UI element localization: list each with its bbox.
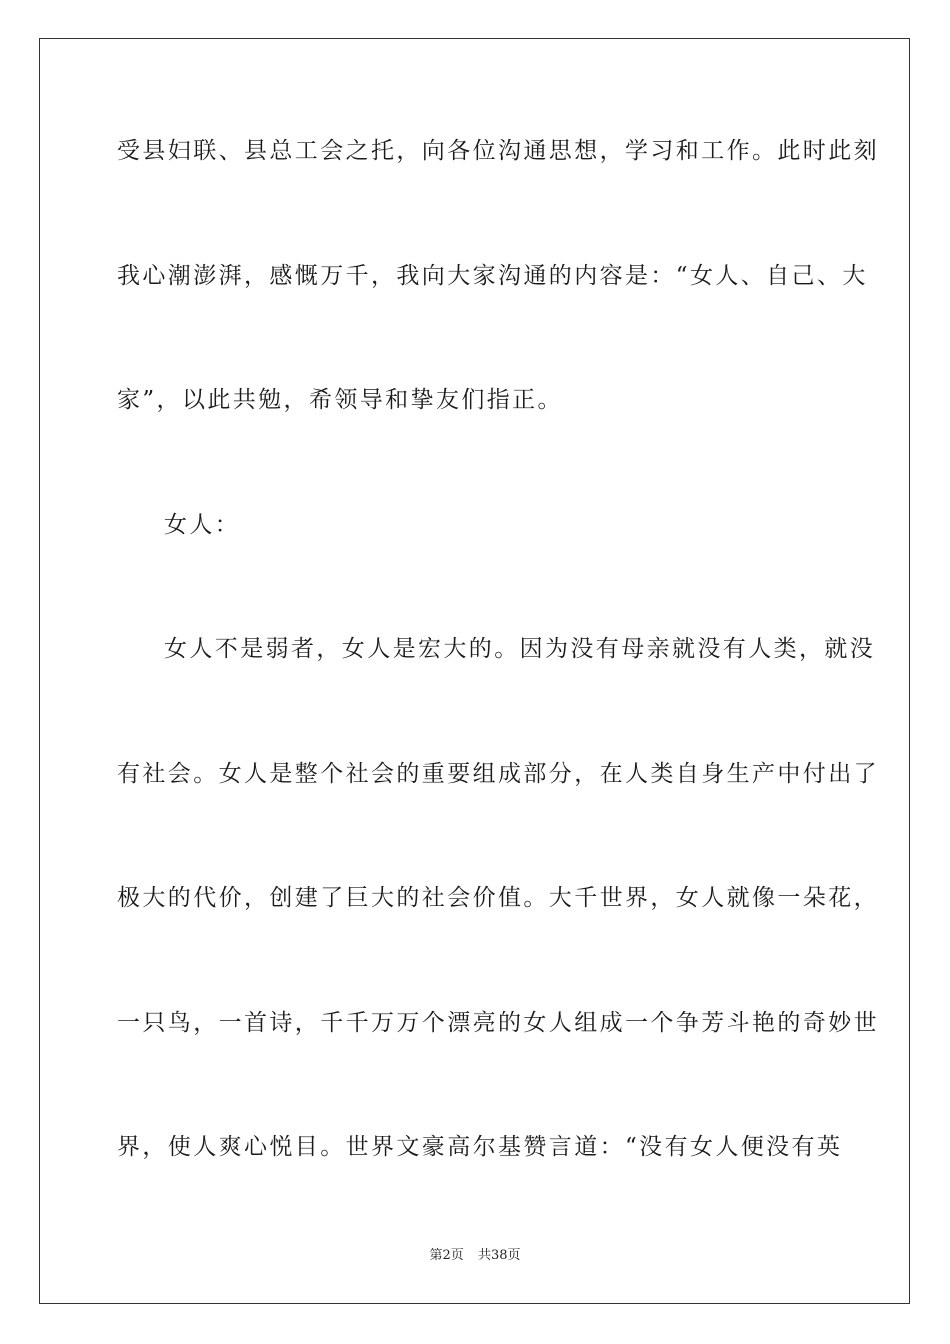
page-footer (0, 1247, 950, 1265)
page-total: 共38页 (477, 1248, 521, 1263)
page-number: 第2页 (429, 1248, 464, 1263)
body-text-line: 我心潮澎湃，感慨万千，我向大家沟通的内容是：“女人、自己、大 (117, 263, 868, 289)
body-text-line: 家”，以此共勉，希领导和挚友们指正。 (117, 387, 563, 413)
body-text-line: 受县妇联、县总工会之托，向各位沟通思想，学习和工作。此时此刻 (117, 138, 879, 164)
body-text-line: 界，使人爽心悦目。世界文豪高尔基赞言道：“没有女人便没有英 (117, 1134, 843, 1160)
section-heading: 女人： (164, 512, 241, 538)
body-text-line: 女人不是弱者，女人是宏大的。因为没有母亲就没有人类，就没 (164, 636, 876, 662)
body-text-line: 有社会。女人是整个社会的重要组成部分，在人类自身生产中付出了 (117, 761, 879, 787)
body-text-line: 极大的代价，创建了巨大的社会价值。大千世界，女人就像一朵花， (117, 885, 879, 911)
body-text-line: 一只鸟，一首诗，千千万万个漂亮的女人组成一个争芳斗艳的奇妙世 (117, 1010, 879, 1036)
page-border (39, 38, 910, 1304)
